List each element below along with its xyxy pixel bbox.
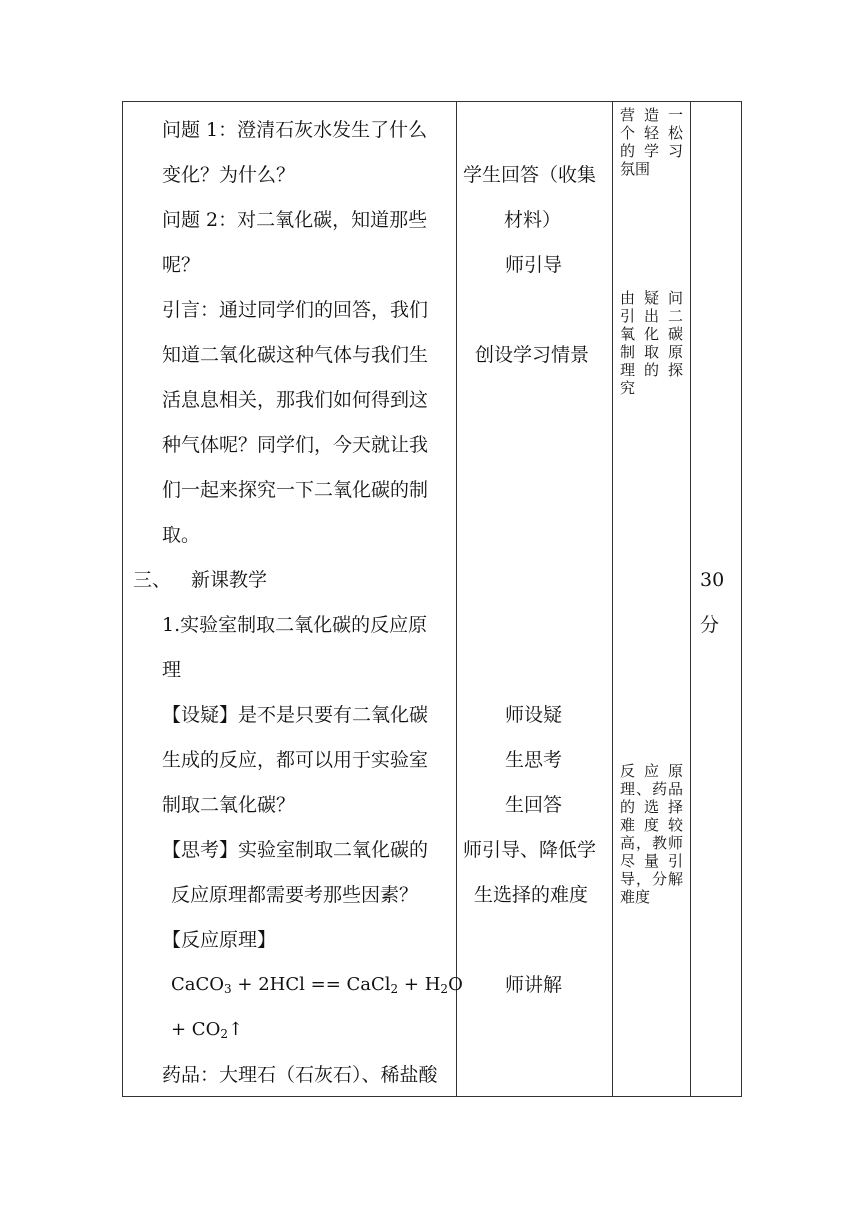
chemical-equation: CaCO$_3$ + 2HCl == CaCl$_2$ + $H_2O$ bbox=[171, 974, 463, 996]
content-line: 知道二氧化碳这种气体与我们生 bbox=[162, 344, 429, 366]
content-line: 引言：通过同学们的回答，我们 bbox=[162, 299, 429, 321]
content-line: 1.实验室制取二氧化碳的反应原 bbox=[162, 614, 428, 636]
content-line: 【设疑】是不是只要有二氧化碳 bbox=[162, 704, 429, 726]
content-line: 反应原理都需要考那些因素？ bbox=[171, 884, 419, 906]
content-column bbox=[123, 102, 463, 1096]
activity-line: 材料） bbox=[504, 209, 562, 231]
content-line: 【思考】实验室制取二氧化碳的 bbox=[162, 839, 429, 861]
activity-column bbox=[457, 102, 612, 1096]
content-line: 生成的反应，都可以用于实验室 bbox=[162, 749, 429, 771]
section-title: 新课教学 bbox=[191, 569, 268, 591]
activity-line: 学生回答（收集 bbox=[463, 164, 597, 186]
content-line: 变化？为什么？ bbox=[162, 164, 296, 186]
activity-line: 师设疑 bbox=[505, 704, 563, 726]
content-line: 问题 1：澄清石灰水发生了什么 bbox=[162, 119, 428, 141]
content-line: 制取二氧化碳？ bbox=[162, 794, 296, 816]
content-line: 活息息相关，那我们如何得到这 bbox=[162, 389, 429, 411]
content-line: 呢？ bbox=[162, 254, 201, 276]
content-line: 们一起来探究一下二氧化碳的制 bbox=[162, 479, 429, 501]
lesson-plan-table bbox=[122, 101, 742, 1097]
time-column bbox=[691, 102, 741, 1096]
intent-block: 反应原 理、药品 的选择 难度较 高，教师 尽量引 导，分解 难度 bbox=[620, 762, 683, 906]
intent-column bbox=[613, 102, 690, 1096]
activity-line: 生思考 bbox=[505, 749, 563, 771]
content-line: 种气体呢？同学们，今天就让我 bbox=[162, 434, 429, 456]
activity-line: 师讲解 bbox=[505, 974, 563, 996]
content-line: 【反应原理】 bbox=[162, 929, 277, 951]
intent-block: 由疑问 引出二 氧化碳 制取原 理的探 究 bbox=[620, 289, 683, 397]
time-value: 30 bbox=[700, 569, 725, 591]
activity-line: 师引导 bbox=[505, 254, 563, 276]
section-number: 三、 bbox=[133, 569, 172, 591]
content-line: 药品：大理石（石灰石）、稀盐酸 bbox=[162, 1064, 438, 1086]
activity-line: 生回答 bbox=[505, 794, 563, 816]
activity-line: 师引导、降低学 bbox=[463, 839, 597, 861]
activity-line: 创设学习情景 bbox=[475, 344, 590, 366]
time-unit: 分 bbox=[700, 614, 720, 636]
chemical-equation-continued: + $CO_2↑$ bbox=[171, 1019, 244, 1041]
content-line: 取。 bbox=[162, 524, 201, 546]
content-line: 问题 2：对二氧化碳，知道那些 bbox=[162, 209, 428, 231]
intent-block: 营造一 个轻松 的学习 氛围 bbox=[620, 106, 683, 178]
activity-line: 生选择的难度 bbox=[474, 884, 589, 906]
content-line: 理 bbox=[162, 659, 182, 681]
